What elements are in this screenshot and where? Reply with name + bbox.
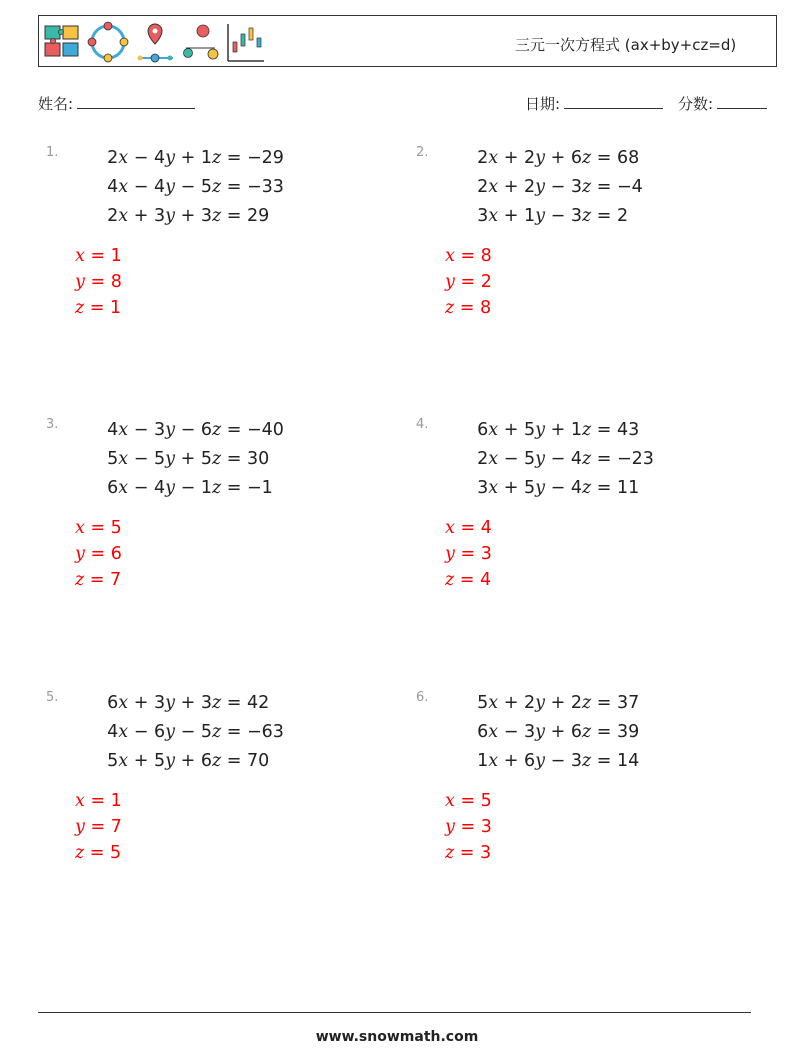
answer-value: 8 <box>480 246 492 266</box>
equation-3: 2x + 3y + 3z = 29 <box>107 206 270 226</box>
coef-z: 3 <box>200 693 212 713</box>
coef-y: 5 <box>153 449 166 469</box>
coef-y: 5 <box>523 420 536 440</box>
answer-z: z = 1 <box>75 298 122 318</box>
coef-z: 1 <box>570 420 582 440</box>
coef-y: 2 <box>523 148 536 168</box>
answer-value: 1 <box>110 246 122 266</box>
equation-2: 2x − 5y − 4z = −23 <box>477 449 654 469</box>
coef-z: 6 <box>570 722 582 742</box>
candlestick-chart-icon <box>228 24 264 61</box>
answer-value: 7 <box>110 570 122 590</box>
answer-value: 5 <box>110 843 122 863</box>
rhs: 29 <box>247 206 270 226</box>
op-z: − <box>180 722 196 742</box>
op-z: + <box>180 449 196 469</box>
answer-value: 5 <box>110 518 122 538</box>
op-z: + <box>550 148 566 168</box>
op-y: − <box>503 449 519 469</box>
coef-y: 6 <box>153 722 166 742</box>
score-field <box>678 93 767 114</box>
score-blank-line[interactable] <box>717 94 767 109</box>
coef-x: 4 <box>107 420 119 440</box>
op-y: + <box>133 206 149 226</box>
rhs: −63 <box>247 722 284 742</box>
equation-3: 3x + 1y − 3z = 2 <box>477 206 629 226</box>
coef-x: 5 <box>107 751 119 771</box>
name-blank-line[interactable] <box>77 94 195 109</box>
op-y: + <box>133 751 149 771</box>
op-z: + <box>550 722 566 742</box>
op-z: − <box>550 751 566 771</box>
rhs: −29 <box>247 148 284 168</box>
answer-y: y = 7 <box>75 817 122 837</box>
location-pin-icon <box>138 24 174 62</box>
coef-x: 2 <box>477 177 489 197</box>
footer-divider <box>38 1012 751 1013</box>
coef-y: 3 <box>153 206 166 226</box>
op-y: + <box>503 693 519 713</box>
equation-1: 2x + 2y + 6z = 68 <box>477 148 640 168</box>
answer-value: 2 <box>480 272 492 292</box>
answer-x: x = 4 <box>445 518 492 538</box>
timeline-icon <box>184 25 219 59</box>
op-z: − <box>180 478 196 498</box>
rhs: 68 <box>617 148 640 168</box>
equation-1: 5x + 2y + 2z = 37 <box>477 693 640 713</box>
date-label: 日期: <box>525 95 561 113</box>
answer-y: y = 2 <box>445 272 492 292</box>
name-label: 姓名: <box>38 95 74 113</box>
name-field <box>38 93 195 114</box>
date-blank-line[interactable] <box>564 94 663 109</box>
answer-x: x = 5 <box>75 518 122 538</box>
op-y: − <box>133 449 149 469</box>
op-z: + <box>180 148 196 168</box>
coef-y: 5 <box>523 478 536 498</box>
op-z: − <box>550 478 566 498</box>
op-z: − <box>180 177 196 197</box>
footer-url: www.snowmath.com <box>315 1029 479 1045</box>
equation-1: 6x + 3y + 3z = 42 <box>107 693 270 713</box>
op-y: + <box>503 148 519 168</box>
rhs: −40 <box>247 420 284 440</box>
op-y: + <box>503 177 519 197</box>
answer-value: 4 <box>480 570 492 590</box>
coef-y: 2 <box>523 693 536 713</box>
worksheet-header <box>38 15 777 67</box>
op-z: + <box>180 693 196 713</box>
answer-value: 5 <box>480 791 492 811</box>
coef-z: 3 <box>570 177 582 197</box>
op-y: − <box>133 148 149 168</box>
coef-x: 5 <box>107 449 119 469</box>
answer-value: 8 <box>110 272 122 292</box>
header-icons <box>43 20 265 64</box>
answer-value: 6 <box>110 544 122 564</box>
coef-x: 6 <box>477 722 489 742</box>
answer-value: 8 <box>480 298 492 318</box>
answer-value: 3 <box>480 544 492 564</box>
coef-z: 6 <box>200 420 212 440</box>
coef-x: 2 <box>477 449 489 469</box>
op-y: − <box>133 420 149 440</box>
op-y: + <box>503 206 519 226</box>
answer-value: 4 <box>480 518 492 538</box>
op-y: + <box>503 751 519 771</box>
coef-z: 4 <box>570 449 582 469</box>
coef-y: 2 <box>523 177 536 197</box>
problem-number: 4. <box>416 417 429 432</box>
coef-y: 5 <box>153 751 166 771</box>
coef-x: 6 <box>107 693 119 713</box>
equation-1: 4x − 3y − 6z = −40 <box>107 420 284 440</box>
answer-value: 3 <box>480 817 492 837</box>
answer-value: 1 <box>110 791 122 811</box>
date-field <box>525 93 663 114</box>
rhs: 2 <box>617 206 629 226</box>
coef-z: 2 <box>570 693 582 713</box>
answer-x: x = 1 <box>75 791 122 811</box>
op-z: − <box>550 449 566 469</box>
coef-z: 5 <box>200 449 212 469</box>
op-z: − <box>180 420 196 440</box>
rhs: 70 <box>247 751 270 771</box>
op-z: + <box>180 206 196 226</box>
answer-value: 3 <box>480 843 492 863</box>
coef-z: 5 <box>200 722 212 742</box>
cycle-icon <box>88 22 128 62</box>
op-y: + <box>503 478 519 498</box>
coef-z: 1 <box>200 148 212 168</box>
op-y: + <box>503 420 519 440</box>
rhs: −23 <box>617 449 654 469</box>
rhs: 11 <box>617 478 640 498</box>
coef-x: 2 <box>107 148 119 168</box>
answer-z: z = 7 <box>75 570 122 590</box>
coef-z: 3 <box>570 751 582 771</box>
coef-z: 4 <box>570 478 582 498</box>
rhs: 37 <box>617 693 640 713</box>
coef-x: 5 <box>477 693 489 713</box>
coef-y: 4 <box>153 148 166 168</box>
op-y: − <box>133 722 149 742</box>
coef-x: 2 <box>477 148 489 168</box>
equation-2: 2x + 2y − 3z = −4 <box>477 177 643 197</box>
coef-y: 4 <box>153 478 166 498</box>
rhs: −1 <box>247 478 273 498</box>
op-z: − <box>550 177 566 197</box>
rhs: 30 <box>247 449 270 469</box>
coef-x: 4 <box>107 722 119 742</box>
coef-y: 6 <box>523 751 536 771</box>
answer-y: y = 8 <box>75 272 122 292</box>
answer-value: 7 <box>110 817 122 837</box>
rhs: 43 <box>617 420 640 440</box>
coef-x: 1 <box>477 751 489 771</box>
equation-3: 6x − 4y − 1z = −1 <box>107 478 273 498</box>
coef-x: 6 <box>477 420 489 440</box>
answer-x: x = 1 <box>75 246 122 266</box>
coef-z: 5 <box>200 177 212 197</box>
coef-y: 4 <box>153 177 166 197</box>
answer-value: 1 <box>110 298 122 318</box>
problem-number: 5. <box>46 690 59 705</box>
coef-z: 1 <box>200 478 212 498</box>
answer-z: z = 4 <box>445 570 492 590</box>
equation-2: 6x − 3y + 6z = 39 <box>477 722 640 742</box>
op-y: − <box>133 478 149 498</box>
coef-z: 3 <box>200 206 212 226</box>
equation-3: 3x + 5y − 4z = 11 <box>477 478 640 498</box>
answer-y: y = 6 <box>75 544 122 564</box>
answer-z: z = 8 <box>445 298 492 318</box>
op-y: + <box>133 693 149 713</box>
op-y: − <box>503 722 519 742</box>
puzzle-icon <box>45 26 78 56</box>
rhs: −33 <box>247 177 284 197</box>
coef-y: 3 <box>153 420 166 440</box>
problem-number: 1. <box>46 145 59 160</box>
answer-x: x = 8 <box>445 246 492 266</box>
worksheet-title: 三元一次方程式 (ax+by+cz=d) <box>515 36 737 54</box>
coef-y: 5 <box>523 449 536 469</box>
problem-number: 2. <box>416 145 429 160</box>
equation-3: 1x + 6y − 3z = 14 <box>477 751 640 771</box>
rhs: 39 <box>617 722 640 742</box>
op-z: + <box>550 693 566 713</box>
op-y: − <box>133 177 149 197</box>
coef-x: 4 <box>107 177 119 197</box>
coef-z: 6 <box>570 148 582 168</box>
op-z: − <box>550 206 566 226</box>
score-label: 分数: <box>678 95 714 113</box>
equation-2: 4x − 6y − 5z = −63 <box>107 722 284 742</box>
equation-2: 5x − 5y + 5z = 30 <box>107 449 270 469</box>
op-z: + <box>180 751 196 771</box>
answer-x: x = 5 <box>445 791 492 811</box>
rhs: 42 <box>247 693 270 713</box>
rhs: 14 <box>617 751 640 771</box>
equation-2: 4x − 4y − 5z = −33 <box>107 177 284 197</box>
answer-z: z = 3 <box>445 843 492 863</box>
coef-x: 3 <box>477 478 489 498</box>
rhs: −4 <box>617 177 643 197</box>
coef-z: 6 <box>200 751 212 771</box>
coef-y: 3 <box>153 693 166 713</box>
answer-y: y = 3 <box>445 817 492 837</box>
equation-1: 2x − 4y + 1z = −29 <box>107 148 284 168</box>
op-z: + <box>550 420 566 440</box>
coef-y: 1 <box>523 206 536 226</box>
problem-number: 6. <box>416 690 429 705</box>
coef-x: 6 <box>107 478 119 498</box>
equation-3: 5x + 5y + 6z = 70 <box>107 751 270 771</box>
problem-number: 3. <box>46 417 59 432</box>
coef-x: 2 <box>107 206 119 226</box>
answer-z: z = 5 <box>75 843 122 863</box>
coef-z: 3 <box>570 206 582 226</box>
coef-y: 3 <box>523 722 536 742</box>
coef-x: 3 <box>477 206 489 226</box>
answer-y: y = 3 <box>445 544 492 564</box>
equation-1: 6x + 5y + 1z = 43 <box>477 420 640 440</box>
